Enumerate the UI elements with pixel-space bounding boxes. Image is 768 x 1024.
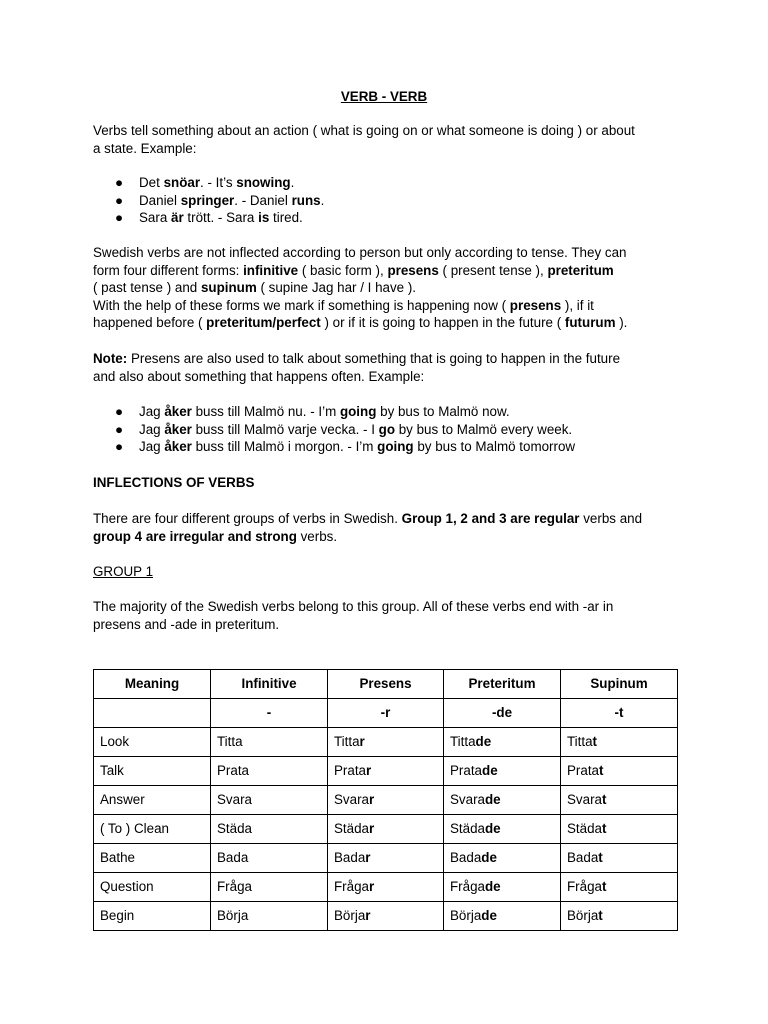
note-line: and also about something that happens often. Example: — [93, 368, 425, 384]
table-cell: -r — [328, 699, 444, 728]
supinum-cell: Börjat — [561, 902, 678, 931]
bullet-icon: ● — [115, 421, 124, 437]
forms-line: Swedish verbs are not inflected according to person but only according to tense. They can — [93, 245, 627, 260]
table-row — [94, 757, 678, 786]
forms-line: happened before ( preteritum/perfect ) or if it is going to happen in the future ( futurum ). — [93, 315, 628, 330]
suffix-row — [94, 699, 678, 728]
forms-line: ( past tense ) and supinum ( supine Jag har / I have ). — [93, 280, 417, 295]
group-1-line: The majority of the Swedish verbs belong to this group. All of these verbs end with -ar in — [93, 599, 614, 614]
preteritum-cell: Badade — [444, 844, 561, 873]
list-item: ● Jag åker buss till Malmö nu. - I’m going by bus to Malmö now. — [115, 404, 510, 419]
table-row — [94, 815, 678, 844]
infinitive-cell: Svara — [211, 786, 328, 815]
supinum-cell: Frågat — [561, 873, 678, 902]
preteritum-cell: Städade — [444, 815, 561, 844]
example-list-tense — [115, 174, 695, 227]
bullet-icon: ● — [115, 192, 124, 208]
presens-cell: Tittar — [328, 728, 444, 757]
inflections-heading: INFLECTIONS OF VERBS — [93, 475, 255, 490]
meaning-cell: Question — [94, 873, 211, 902]
list-item: ● Det snöar. - It’s snowing. — [115, 175, 295, 190]
meaning-cell: Answer — [94, 786, 211, 815]
column-header-preteritum: Preteritum — [444, 670, 561, 699]
preteritum-cell: Pratade — [444, 757, 561, 786]
infinitive-cell: Börja — [211, 902, 328, 931]
table-row — [94, 902, 678, 931]
group-1-line: presens and -ade in preteritum. — [93, 616, 280, 632]
column-header-supinum: Supinum — [561, 670, 678, 699]
forms-line: With the help of these forms we mark if something is happening now ( presens ), if it — [93, 297, 594, 313]
supinum-cell: Tittat — [561, 728, 678, 757]
list-item: ● Jag åker buss till Malmö i morgon. - I’m going by bus to Malmö tomorrow — [115, 439, 576, 454]
table-row — [94, 844, 678, 873]
preteritum-cell: Frågade — [444, 873, 561, 902]
list-item: ● Jag åker buss till Malmö varje vecka. - I go by bus to Malmö every week. — [115, 421, 573, 437]
table-cell: -de — [444, 699, 561, 728]
presens-cell: Frågar — [328, 873, 444, 902]
forms-paragraph — [93, 244, 683, 332]
forms-line: form four different forms: infinitive ( basic form ), presens ( present tense ), preteritum — [93, 262, 614, 278]
list-item: ● Sara är trött. - Sara is tired. — [115, 210, 303, 225]
preteritum-cell: Tittade — [444, 728, 561, 757]
bullet-icon: ● — [115, 439, 124, 454]
meaning-cell: ( To ) Clean — [94, 815, 211, 844]
preteritum-cell: Började — [444, 902, 561, 931]
inflections-line: There are four different groups of verbs in Swedish. Group 1, 2 and 3 are regular verbs and — [93, 511, 643, 526]
infinitive-cell: Titta — [211, 728, 328, 757]
example-list-presens — [115, 403, 695, 456]
table-row — [94, 873, 678, 902]
table-row — [94, 786, 678, 815]
table-cell: -t — [561, 699, 678, 728]
infinitive-cell: Prata — [211, 757, 328, 786]
table-row — [94, 728, 678, 757]
note-label: Note: — [93, 351, 128, 366]
meaning-cell: Look — [94, 728, 211, 757]
presens-cell: Pratar — [328, 757, 444, 786]
list-item: ● Daniel springer. - Daniel runs. — [115, 192, 325, 208]
intro-paragraph — [93, 122, 683, 157]
column-header-infinitive: Infinitive — [211, 670, 328, 699]
meaning-cell: Bathe — [94, 844, 211, 873]
presens-cell: Badar — [328, 844, 444, 873]
column-header-meaning: Meaning — [94, 670, 211, 699]
group-1-heading: GROUP 1 — [93, 564, 154, 579]
infinitive-cell: Bada — [211, 844, 328, 873]
presens-cell: Städar — [328, 815, 444, 844]
verb-inflection-table — [93, 669, 678, 931]
table-header-row — [94, 670, 678, 699]
supinum-cell: Svarat — [561, 786, 678, 815]
meaning-cell: Begin — [94, 902, 211, 931]
preteritum-cell: Svarade — [444, 786, 561, 815]
table-cell — [94, 699, 211, 728]
infinitive-cell: Städa — [211, 815, 328, 844]
supinum-cell: Städat — [561, 815, 678, 844]
column-header-presens: Presens — [328, 670, 444, 699]
note-paragraph — [93, 350, 683, 385]
presens-cell: Svarar — [328, 786, 444, 815]
inflections-paragraph — [93, 510, 683, 545]
supinum-cell: Pratat — [561, 757, 678, 786]
bullet-icon: ● — [115, 404, 124, 419]
table-cell: - — [211, 699, 328, 728]
infinitive-cell: Fråga — [211, 873, 328, 902]
intro-line: a state. Example: — [93, 140, 197, 156]
presens-cell: Börjar — [328, 902, 444, 931]
bullet-icon: ● — [115, 175, 124, 190]
bullet-icon: ● — [115, 210, 124, 225]
page-title: VERB - VERB — [340, 89, 428, 104]
supinum-cell: Badat — [561, 844, 678, 873]
meaning-cell: Talk — [94, 757, 211, 786]
note-line: Note: Presens are also used to talk about something that is going to happen in the future — [93, 351, 621, 366]
inflections-line: group 4 are irregular and strong verbs. — [93, 528, 338, 544]
group-1-paragraph — [93, 598, 683, 633]
intro-line: Verbs tell something about an action ( what is going on or what someone is doing ) or about — [93, 123, 635, 138]
